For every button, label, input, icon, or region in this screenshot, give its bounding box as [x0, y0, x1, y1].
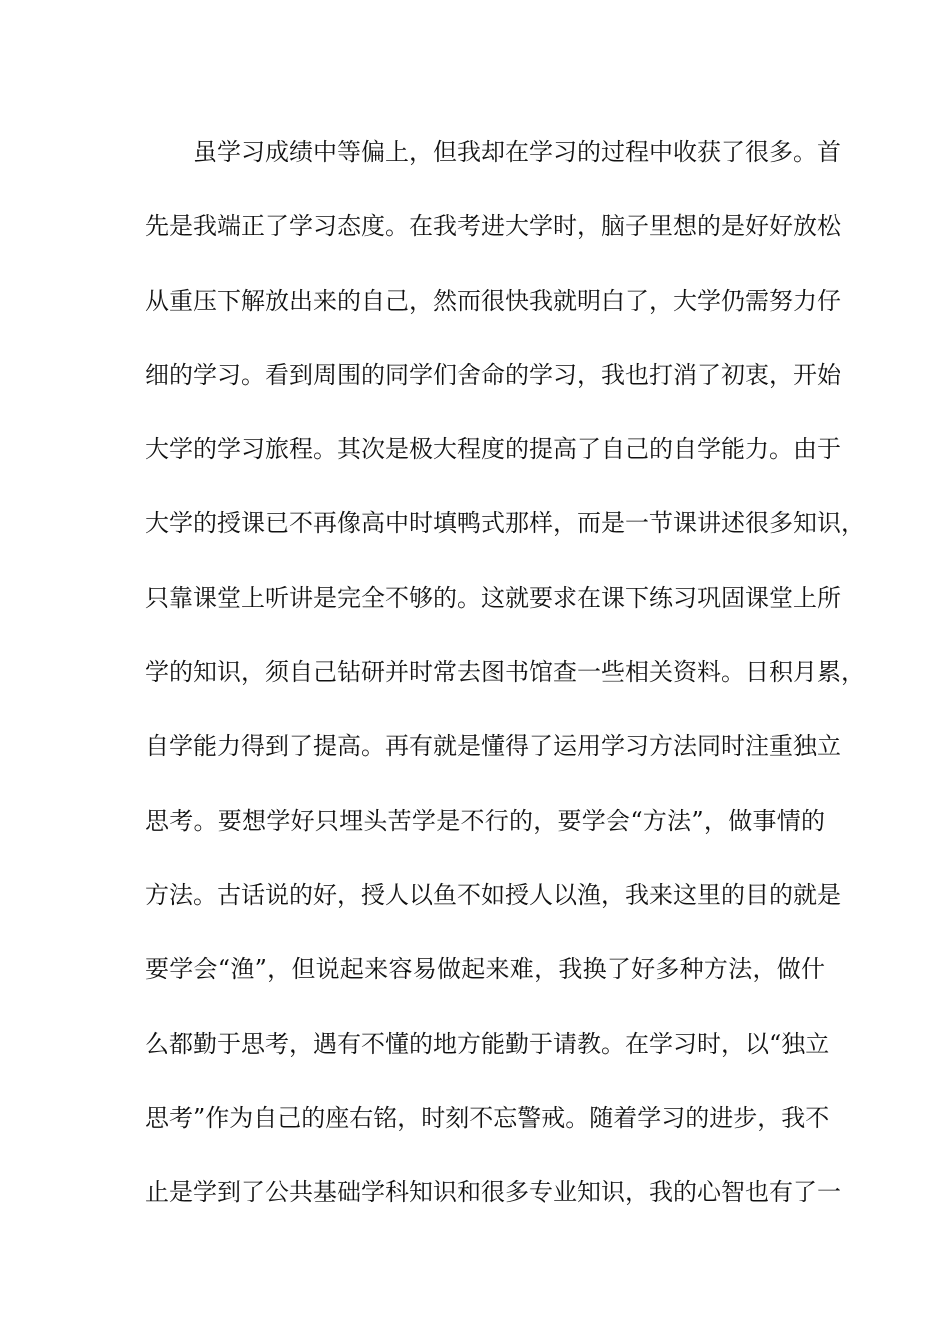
- paragraph-line: 从重压下解放出来的自己，然而很快我就明白了，大学仍需努力仔: [145, 286, 841, 315]
- paragraph-line: 自学能力得到了提高。再有就是懂得了运用学习方法同时注重独立: [145, 732, 841, 761]
- paragraph-line: 虽学习成绩中等偏上，但我却在学习的过程中收获了很多。首: [193, 138, 841, 166]
- paragraph-line: 么都勤于思考，遇有不懂的地方能勤于请教。在学习时，以“独立: [145, 1029, 830, 1058]
- paragraph-line: 大学的学习旅程。其次是极大程度的提高了自己的自学能力。由于: [145, 435, 841, 464]
- paragraph-line: 细的学习。看到周围的同学们舍命的学习，我也打消了初衷，开始: [145, 360, 841, 389]
- paragraph-line: 学的知识，须自己钻研并时常去图书馆查一些相关资料。日积月累，: [145, 658, 865, 687]
- paragraph-line: 思考”作为自己的座右铭，时刻不忘警戒。随着学习的进步，我不: [145, 1103, 830, 1132]
- paragraph-line: 止是学到了公共基础学科知识和很多专业知识，我的心智也有了一: [145, 1178, 841, 1207]
- paragraph-line: 只靠课堂上听讲是完全不够的。这就要求在课下练习巩固课堂上所: [145, 583, 841, 612]
- paragraph-line: 思考。要想学好只埋头苦学是不行的，要学会“方法”，做事情的: [145, 806, 825, 835]
- paragraph-line: 先是我端正了学习态度。在我考进大学时，脑子里想的是好好放松: [145, 212, 841, 241]
- paragraph-line: 方法。古话说的好，授人以鱼不如授人以渔，我来这里的目的就是: [145, 880, 841, 909]
- paragraph-line: 大学的授课已不再像高中时填鸭式那样，而是一节课讲述很多知识，: [145, 509, 865, 538]
- body-paragraph: [145, 132, 865, 1246]
- paragraph-line: 要学会“渔”，但说起来容易做起来难，我换了好多种方法，做什: [145, 955, 825, 984]
